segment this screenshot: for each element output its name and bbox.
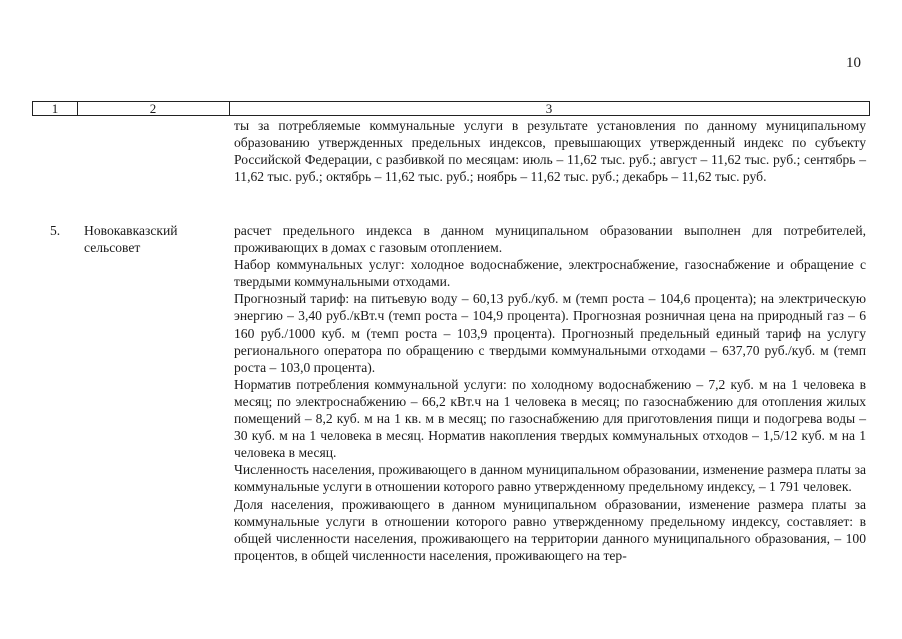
row-paragraph: Норматив потребления коммунальной услуги: по холодному водоснабжению – 7,2 куб. м на 1 человека в месяц; по электроснабжению – 66,2 кВт.ч на 1 человека в месяц; по газоснабжению для отопления жилых помещений – 8,2 куб. м на 1 кв. м в месяц; по газоснабжению для приготовления пищи и подогрева воды – 30 куб. м на 1 человека в месяц. Норматив накопления твердых коммунальных отходов – 1,5/12 куб. м на 1 человека в месяц. [234,376,866,461]
row-paragraph: Набор коммунальных услуг: холодное водоснабжение, электроснабжение, газоснабжение и обращение с твердыми коммунальными отходами. [234,257,866,290]
table-header-row [32,101,870,116]
row-paragraph: Численность населения, проживающего в данном муниципальном образовании, изменение размера платы за коммунальные услуги в отношении которого равно утвержденному предельному индексу, – 1 791 человек. [234,462,866,495]
header-col-1: 1 [33,102,78,115]
row-paragraph: расчет предельного индекса в данном муниципальном образовании выполнен для потребителей, проживающих в домах с газовым отоплением. [234,223,866,256]
continuation-paragraph: ты за потребляемые коммунальные услуги в результате установления по данному муниципальному образованию утвержденных предельных индексов, превышающих утвержденный индекс по субъекту Российской Федерации, с разбивкой по месяцам: июль – 11,62 тыс. руб.; август – 11,62 тыс. руб.; сентябрь – 11,62 тыс. руб.; октябрь – 11,62 тыс. руб.; ноябрь – 11,62 тыс. руб.; декабрь – 11,62 тыс. руб. [234,118,866,185]
header-col-2: 2 [77,102,230,115]
page-number: 10 [846,55,861,71]
continuation-text [234,117,866,185]
row-paragraph: Доля населения, проживающего в данном муниципальном образовании, изменение размера платы за коммунальные услуги в отношении которого равно утвержденному предельному индексу, составляет: в общей численности населения, проживающего на территории данного муниципального образования, – 100 процентов, в общей численности населения, проживающего на тер- [234,496,866,563]
row-paragraph: Прогнозный тариф: на питьевую воду – 60,13 руб./куб. м (темп роста – 104,6 процента); на электрическую энергию – 3,40 руб./кВт.ч (темп роста – 104,9 процента). Прогнозная розничная цена на природный газ – 6 160 руб./1000 куб. м (темп роста – 103,9 процента). Прогнозный предельный единый тариф на услугу регионального оператора по обращению с твердыми коммунальными отходами – 637,70 руб./куб. м (темп роста – 103,0 процента). [234,291,866,375]
row-description [234,222,866,564]
row-name: Новокавказский сельсовет [84,223,178,256]
row-number: 5. [50,223,61,238]
header-col-3: 3 [545,101,553,116]
